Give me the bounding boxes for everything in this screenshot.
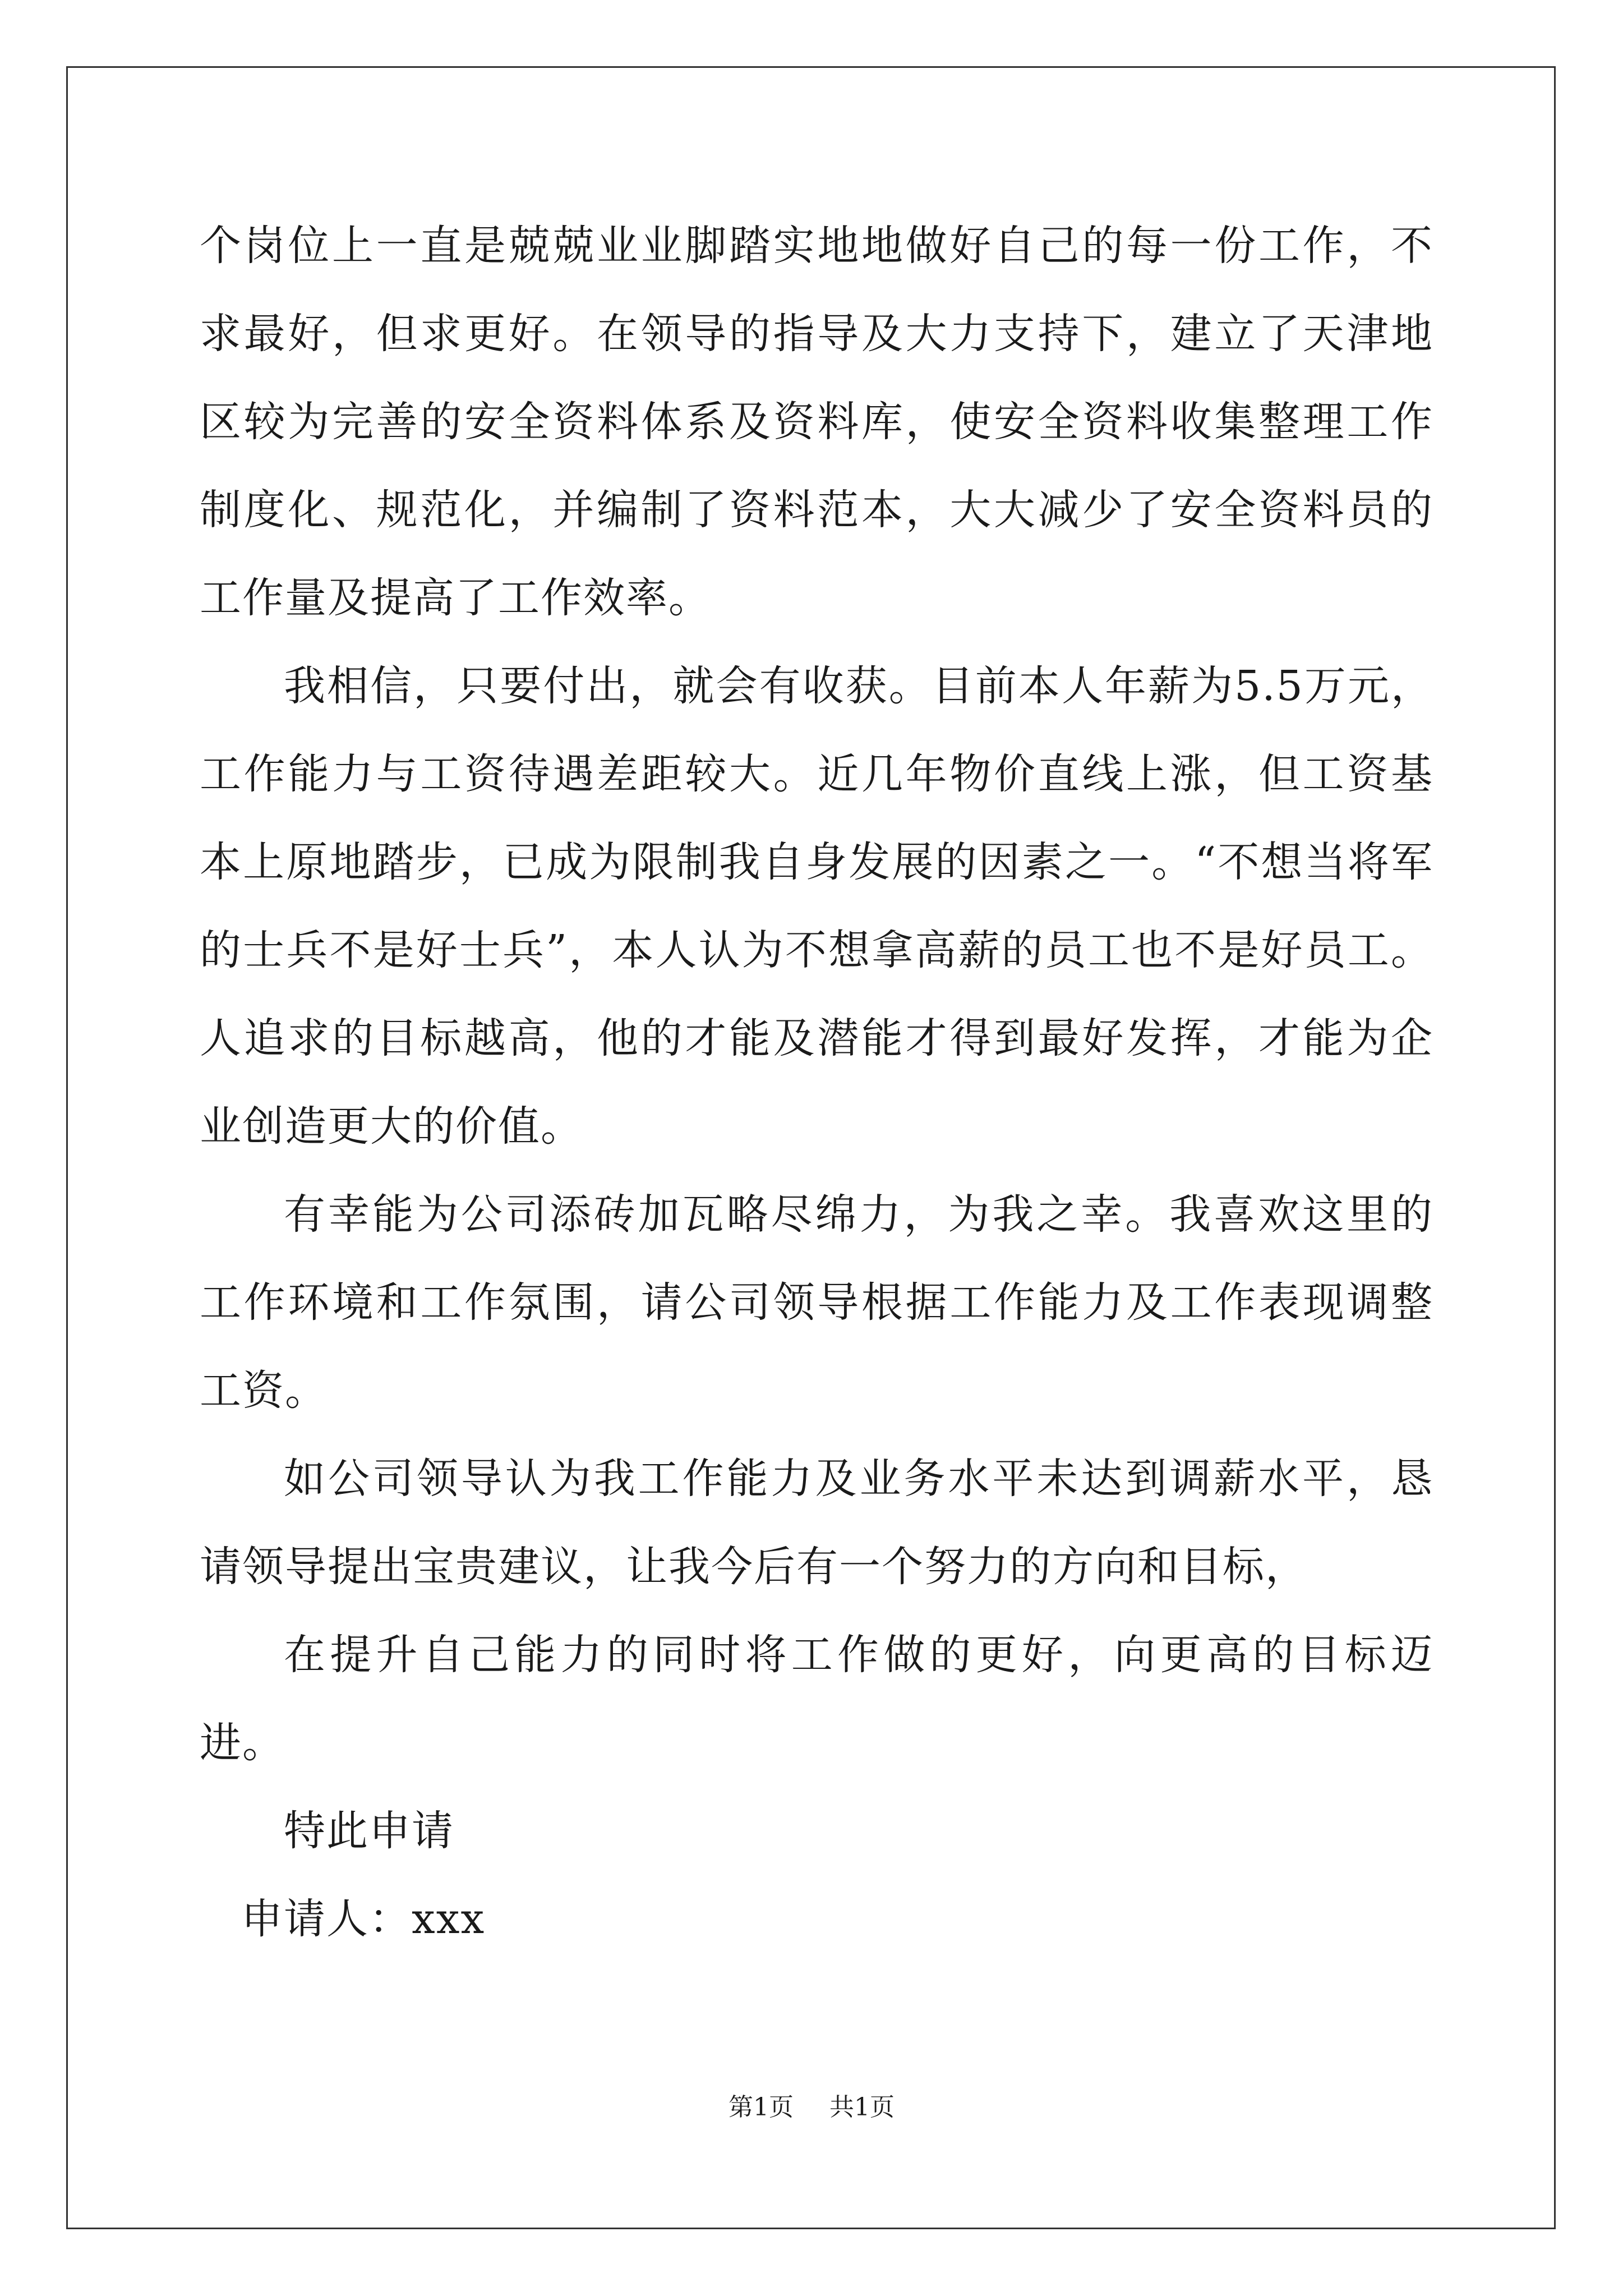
document-body	[200, 202, 1433, 1963]
signature-line: 申请人：xxx	[241, 1895, 486, 1943]
paragraph-5: 在提升自己能力的同时将工作做的更好，向更高的目标迈进。	[200, 1631, 1433, 1767]
page-number-current: 第1页	[728, 2093, 794, 2122]
paragraph-1: 个岗位上一直是兢兢业业脚踏实地地做好自己的每一份工作，不求最好，但求更好。在领导的指导及大力支持下，建立了天津地区较为完善的安全资料体系及资料库，使安全资料收集整理工作制度化、规范化，并编制了资料范本，大大减少了安全资料员的工作量及提高了工作效率。	[200, 222, 1433, 622]
paragraph-3: 有幸能为公司添砖加瓦略尽绵力，为我之幸。我喜欢这里的工作环境和工作氛围，请公司领导根据工作能力及工作表现调整工资。	[200, 1190, 1433, 1415]
closing-line: 特此申请	[284, 1807, 454, 1855]
page-number-total: 共1页	[829, 2093, 895, 2122]
paragraph-2: 我相信，只要付出，就会有收获。目前本人年薪为5.5万元，工作能力与工资待遇差距较大。近几年物价直线上涨，但工资基本上原地踏步，已成为限制我自身发展的因素之一。“不想当将军的士兵不是好士兵”，本人认为不想拿高薪的员工也不是好员工。人追求的目标越高，他的才能及潜能才得到最好发挥，才能为企业创造更大的价值。	[200, 662, 1433, 1151]
page-footer	[0, 2087, 1623, 2123]
paragraph-4: 如公司领导认为我工作能力及业务水平未达到调薪水平，恳请领导提出宝贵建议，让我今后有一个努力的方向和目标，	[200, 1455, 1433, 1591]
